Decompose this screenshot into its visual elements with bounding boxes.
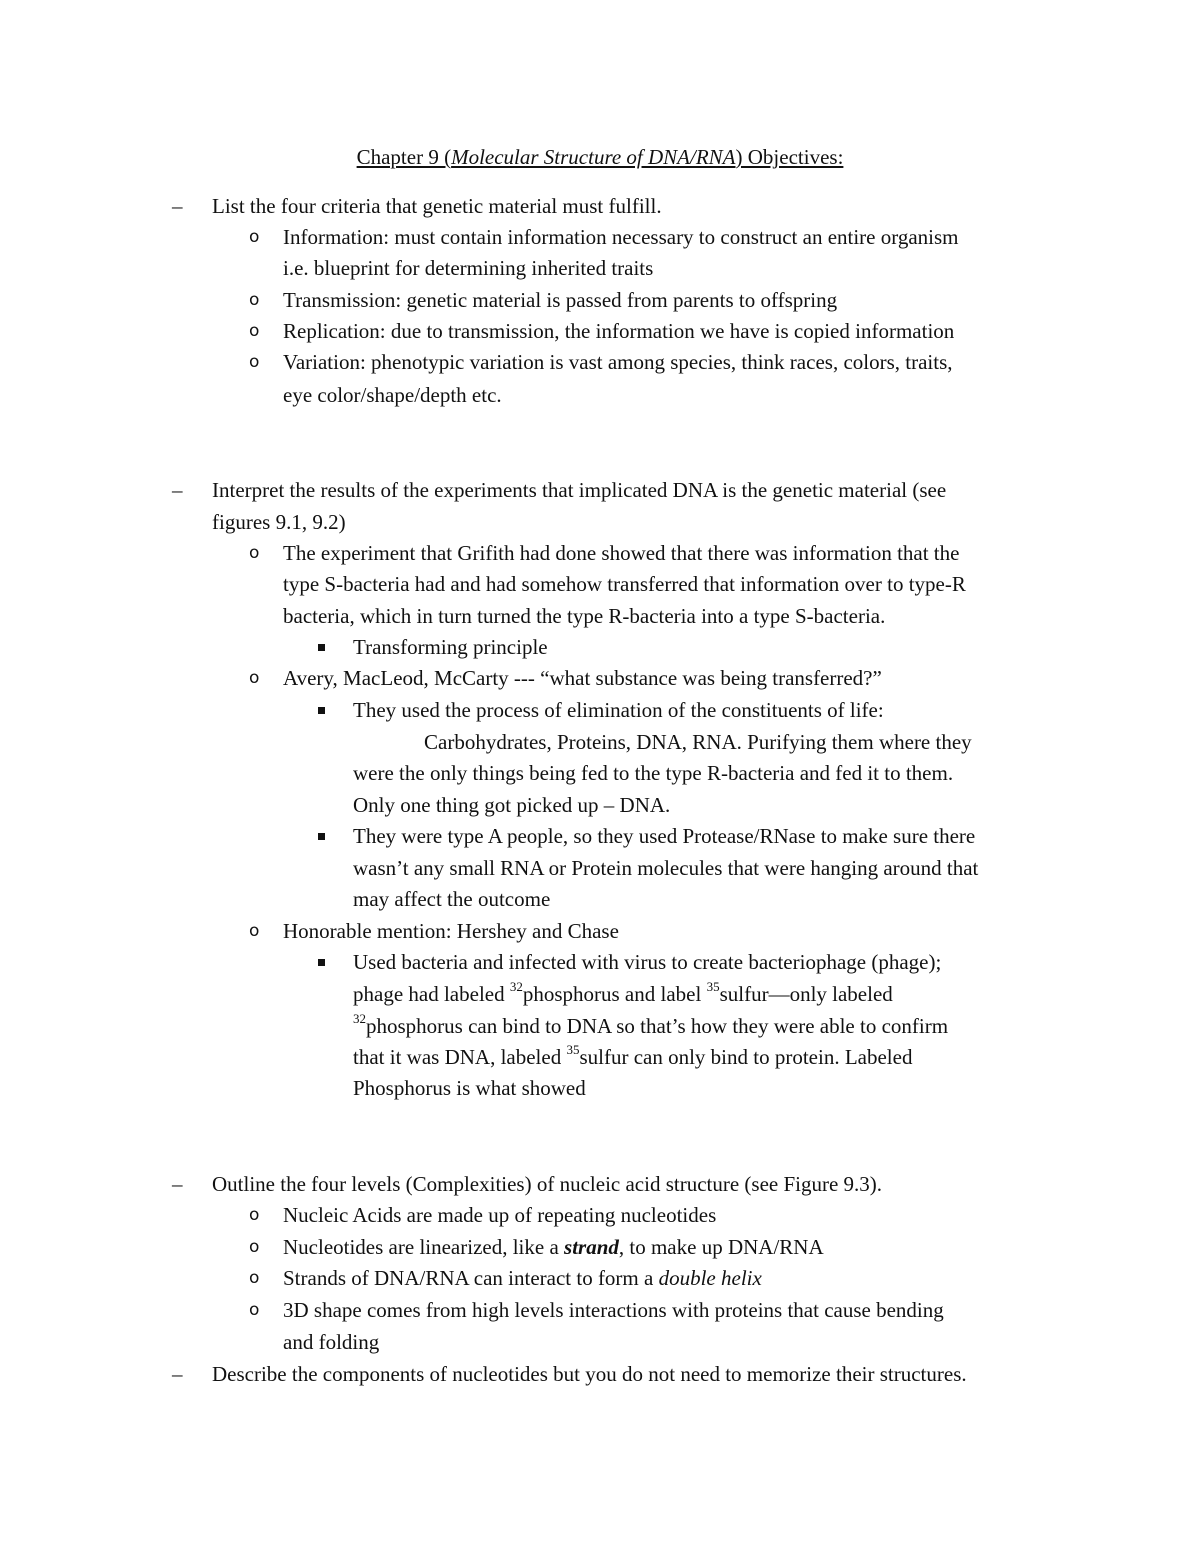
dash-bullet: – <box>172 194 183 218</box>
sub-list-item-continued: phage had labeled $^{32}$phosphorus and label $^{35}$sulfur—only labeled <box>353 979 893 1006</box>
sub-list-item-continued: that it was DNA, labeled $^{35}$sulfur can only bind to protein. Labeled <box>353 1042 913 1069</box>
objective-heading-continued: figures 9.1, 9.2) <box>212 510 346 534</box>
sub-list-item: Used bacteria and infected with virus to create bacteriophage (phage); <box>353 950 942 974</box>
circle-bullet: o <box>249 290 260 310</box>
circle-bullet: o <box>249 668 260 688</box>
page-title: Chapter 9 (Molecular Structure of DNA/RNA) Objectives: <box>356 145 844 169</box>
sub-list-item-continued: Only one thing got picked up – DNA. <box>353 793 671 817</box>
list-item: Honorable mention: Hershey and Chase <box>283 919 619 943</box>
circle-bullet: o <box>249 1300 260 1320</box>
sub-list-item-continued: may affect the outcome <box>353 887 551 911</box>
sub-list-item: They used the process of elimination of the constituents of life: <box>353 698 884 722</box>
circle-bullet: o <box>249 227 260 247</box>
list-item-continued: type S-bacteria had and had somehow transferred that information over to type-R <box>283 572 966 596</box>
dash-bullet: – <box>172 478 183 502</box>
list-item: Strands of DNA/RNA can interact to form a double helix <box>283 1266 762 1290</box>
list-item: 3D shape comes from high levels interactions with proteins that cause bending <box>283 1298 944 1322</box>
list-item: The experiment that Grifith had done showed that there was information that the <box>283 541 960 565</box>
list-item-continued: and folding <box>283 1330 380 1354</box>
list-item: Nucleic Acids are made up of repeating nucleotides <box>283 1203 717 1227</box>
list-item: Avery, MacLeod, McCarty --- “what substance was being transferred?” <box>283 666 882 690</box>
list-item: Replication: due to transmission, the information we have is copied information <box>283 319 955 343</box>
list-item-continued: eye color/shape/depth etc. <box>283 383 502 407</box>
square-bullet <box>318 644 325 651</box>
circle-bullet: o <box>249 352 260 372</box>
circle-bullet: o <box>249 1205 260 1225</box>
objective-heading: List the four criteria that genetic material must fulfill. <box>212 194 662 218</box>
square-bullet <box>318 959 325 966</box>
circle-bullet: o <box>249 321 260 341</box>
sub-list-item-continued: Carbohydrates, Proteins, DNA, RNA. Purifying them where they <box>424 730 972 754</box>
sub-list-item: They were type A people, so they used Protease/RNase to make sure there <box>353 824 976 848</box>
circle-bullet: o <box>249 543 260 563</box>
objective-heading: Interpret the results of the experiments that implicated DNA is the genetic material (see <box>212 478 947 502</box>
sub-list-item-continued: $^{32}$phosphorus can bind to DNA so that’s how they were able to confirm <box>353 1011 949 1038</box>
list-item: Information: must contain information necessary to construct an entire organism <box>283 225 959 249</box>
sub-list-item: Transforming principle <box>353 635 548 659</box>
dash-bullet: – <box>172 1172 183 1196</box>
sub-list-item-continued: Phosphorus is what showed <box>353 1076 586 1100</box>
list-item-continued: i.e. blueprint for determining inherited traits <box>283 256 654 280</box>
square-bullet <box>318 707 325 714</box>
list-item: Transmission: genetic material is passed from parents to offspring <box>283 288 838 312</box>
square-bullet <box>318 833 325 840</box>
list-item: Nucleotides are linearized, like a strand, to make up DNA/RNA <box>283 1235 824 1259</box>
objective-heading: Describe the components of nucleotides but you do not need to memorize their structures. <box>212 1362 967 1386</box>
list-item-continued: bacteria, which in turn turned the type R-bacteria into a type S-bacteria. <box>283 604 886 628</box>
dash-bullet: – <box>172 1362 183 1386</box>
circle-bullet: o <box>249 1268 260 1288</box>
objective-heading: Outline the four levels (Complexities) of nucleic acid structure (see Figure 9.3). <box>212 1172 883 1196</box>
sub-list-item-continued: were the only things being fed to the type R-bacteria and fed it to them. <box>353 761 954 785</box>
circle-bullet: o <box>249 1237 260 1257</box>
list-item: Variation: phenotypic variation is vast among species, think races, colors, traits, <box>283 350 953 374</box>
sub-list-item-continued: wasn’t any small RNA or Protein molecules that were hanging around that <box>353 856 979 880</box>
circle-bullet: o <box>249 921 260 941</box>
